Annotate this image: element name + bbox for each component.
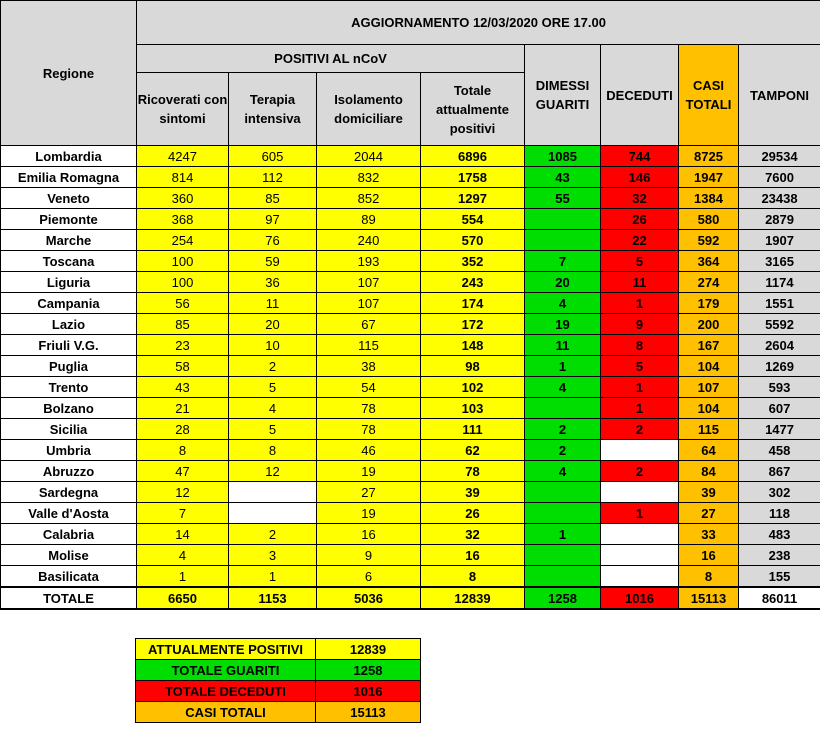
cell-casi: 364 [679,251,739,272]
cell-casi: 1384 [679,188,739,209]
cell-terapia: 85 [229,188,317,209]
cell-isolamento: 78 [317,398,421,419]
cell-terapia [229,482,317,503]
cell-deceduti: 146 [601,167,679,188]
cell-ricoverati: 4 [137,545,229,566]
cell-dimessi: 4 [525,461,601,482]
cell-terapia: 36 [229,272,317,293]
cell-regione: Sardegna [1,482,137,503]
table-row [1,566,820,588]
cell-deceduti [601,440,679,461]
cell-totale: 39 [421,482,525,503]
cell-isolamento: 19 [317,461,421,482]
cell-terapia: 5 [229,419,317,440]
cell-isolamento: 832 [317,167,421,188]
cell-deceduti: 1016 [601,587,679,609]
cell-dimessi [525,398,601,419]
table-row [1,419,820,440]
cell-dimessi [525,230,601,251]
cell-deceduti: 5 [601,251,679,272]
table-row [1,503,820,524]
cell-dimessi: 43 [525,167,601,188]
cell-terapia: 1153 [229,587,317,609]
cell-tamponi: 2604 [739,335,820,356]
cell-terapia [229,503,317,524]
cell-casi: 16 [679,545,739,566]
cell-ricoverati: 14 [137,524,229,545]
table-row [1,230,820,251]
summary-label: TOTALE GUARITI [136,660,316,681]
cell-tamponi: 483 [739,524,820,545]
table-row [1,188,820,209]
cell-isolamento: 115 [317,335,421,356]
cell-isolamento: 16 [317,524,421,545]
cell-totale: 78 [421,461,525,482]
summary-row-positivi [136,639,421,660]
cell-casi: 104 [679,356,739,377]
cell-tamponi: 1907 [739,230,820,251]
cell-deceduti [601,524,679,545]
cell-ricoverati: 28 [137,419,229,440]
cell-deceduti: 2 [601,461,679,482]
summary-row-guariti [136,660,421,681]
cell-tamponi: 1477 [739,419,820,440]
cell-ricoverati: 47 [137,461,229,482]
cell-regione: Valle d'Aosta [1,503,137,524]
cell-casi: 1947 [679,167,739,188]
cell-regione: Basilicata [1,566,137,588]
cell-ricoverati: 56 [137,293,229,314]
table-row [1,146,820,167]
cell-tamponi: 29534 [739,146,820,167]
cell-dimessi: 7 [525,251,601,272]
cell-isolamento: 2044 [317,146,421,167]
cell-tamponi: 458 [739,440,820,461]
header-regione: Regione [1,1,137,146]
cell-totale: 554 [421,209,525,230]
cell-tamponi: 867 [739,461,820,482]
cell-ricoverati: 12 [137,482,229,503]
cell-tamponi: 1551 [739,293,820,314]
cell-casi: 15113 [679,587,739,609]
cell-dimessi [525,482,601,503]
table-row [1,314,820,335]
table-row [1,167,820,188]
cell-regione: Friuli V.G. [1,335,137,356]
table-title: AGGIORNAMENTO 12/03/2020 ORE 17.00 [137,1,820,45]
table-row [1,377,820,398]
cell-regione: Campania [1,293,137,314]
cell-totale: 148 [421,335,525,356]
cell-regione: Umbria [1,440,137,461]
cell-tamponi: 86011 [739,587,820,609]
summary-value: 1016 [316,681,421,702]
header-ricoverati: Ricoverati con sintomi [137,73,229,146]
cell-deceduti [601,566,679,588]
header-deceduti: DECEDUTI [601,45,679,146]
cell-regione: Piemonte [1,209,137,230]
cell-dimessi: 1258 [525,587,601,609]
cell-totale: 8 [421,566,525,588]
cell-tamponi: 2879 [739,209,820,230]
cell-regione: TOTALE [1,587,137,609]
cell-deceduti: 5 [601,356,679,377]
table-row [1,482,820,503]
cell-terapia: 59 [229,251,317,272]
summary-label: ATTUALMENTE POSITIVI [136,639,316,660]
cell-casi: 115 [679,419,739,440]
cell-isolamento: 67 [317,314,421,335]
cell-tamponi: 23438 [739,188,820,209]
cell-totale: 1758 [421,167,525,188]
cell-isolamento: 852 [317,188,421,209]
cell-tamponi: 1174 [739,272,820,293]
cell-tamponi: 1269 [739,356,820,377]
cell-isolamento: 107 [317,272,421,293]
cell-totale: 32 [421,524,525,545]
cell-regione: Calabria [1,524,137,545]
cell-totale: 570 [421,230,525,251]
cell-tamponi: 607 [739,398,820,419]
cell-tamponi: 238 [739,545,820,566]
cell-dimessi: 1 [525,356,601,377]
table-body [1,146,820,610]
summary-value: 15113 [316,702,421,723]
cell-isolamento: 6 [317,566,421,588]
cell-terapia: 10 [229,335,317,356]
cell-tamponi: 118 [739,503,820,524]
cell-ricoverati: 4247 [137,146,229,167]
header-dimessi: DIMESSI GUARITI [525,45,601,146]
cell-dimessi [525,545,601,566]
totals-row [1,587,820,609]
cell-isolamento: 19 [317,503,421,524]
cell-tamponi: 155 [739,566,820,588]
header-totale-positivi: Totale attualmente positivi [421,73,525,146]
cell-ricoverati: 7 [137,503,229,524]
summary-label: TOTALE DECEDUTI [136,681,316,702]
cell-totale: 352 [421,251,525,272]
cell-regione: Abruzzo [1,461,137,482]
cell-casi: 64 [679,440,739,461]
cell-ricoverati: 23 [137,335,229,356]
cell-regione: Lombardia [1,146,137,167]
cell-tamponi: 5592 [739,314,820,335]
cell-tamponi: 7600 [739,167,820,188]
cell-deceduti: 2 [601,419,679,440]
cell-isolamento: 27 [317,482,421,503]
cell-terapia: 605 [229,146,317,167]
cell-terapia: 8 [229,440,317,461]
cell-totale: 62 [421,440,525,461]
cell-dimessi [525,503,601,524]
cell-ricoverati: 58 [137,356,229,377]
table-row [1,272,820,293]
cell-terapia: 112 [229,167,317,188]
cell-ricoverati: 21 [137,398,229,419]
cell-casi: 107 [679,377,739,398]
cell-ricoverati: 6650 [137,587,229,609]
cell-casi: 8725 [679,146,739,167]
cell-terapia: 76 [229,230,317,251]
cell-ricoverati: 254 [137,230,229,251]
cell-terapia: 2 [229,356,317,377]
cell-dimessi [525,209,601,230]
cell-casi: 27 [679,503,739,524]
cell-casi: 8 [679,566,739,588]
summary-table [135,638,421,723]
cell-regione: Puglia [1,356,137,377]
cell-regione: Emilia Romagna [1,167,137,188]
cell-ricoverati: 100 [137,272,229,293]
cell-deceduti: 8 [601,335,679,356]
cell-deceduti: 1 [601,377,679,398]
cell-deceduti: 1 [601,503,679,524]
cell-totale: 26 [421,503,525,524]
cell-dimessi [525,566,601,588]
cell-deceduti: 32 [601,188,679,209]
cell-ricoverati: 100 [137,251,229,272]
table-row [1,545,820,566]
table-row [1,293,820,314]
cell-dimessi: 20 [525,272,601,293]
header-positivi-group: POSITIVI AL nCoV [137,45,525,73]
summary-label: CASI TOTALI [136,702,316,723]
cell-casi: 33 [679,524,739,545]
cell-tamponi: 302 [739,482,820,503]
cell-isolamento: 107 [317,293,421,314]
cell-casi: 84 [679,461,739,482]
cell-casi: 200 [679,314,739,335]
header-isolamento: Isolamento domiciliare [317,73,421,146]
cell-totale: 243 [421,272,525,293]
cell-deceduti: 1 [601,398,679,419]
cell-dimessi: 1085 [525,146,601,167]
cell-ricoverati: 43 [137,377,229,398]
cell-deceduti [601,545,679,566]
table-row [1,398,820,419]
table-row [1,440,820,461]
cell-ricoverati: 85 [137,314,229,335]
cell-tamponi: 593 [739,377,820,398]
cell-totale: 16 [421,545,525,566]
cell-casi: 580 [679,209,739,230]
cell-ricoverati: 368 [137,209,229,230]
cell-isolamento: 9 [317,545,421,566]
cell-terapia: 5 [229,377,317,398]
cell-terapia: 12 [229,461,317,482]
summary-row-casi [136,702,421,723]
cell-dimessi: 2 [525,440,601,461]
cell-isolamento: 240 [317,230,421,251]
cell-deceduti [601,482,679,503]
cell-deceduti: 744 [601,146,679,167]
cell-casi: 179 [679,293,739,314]
summary-value: 1258 [316,660,421,681]
cell-ricoverati: 814 [137,167,229,188]
cell-deceduti: 22 [601,230,679,251]
cell-casi: 104 [679,398,739,419]
cell-dimessi: 4 [525,293,601,314]
cell-deceduti: 9 [601,314,679,335]
cell-regione: Molise [1,545,137,566]
cell-totale: 172 [421,314,525,335]
summary-row-deceduti [136,681,421,702]
cell-totale: 6896 [421,146,525,167]
cell-dimessi: 2 [525,419,601,440]
cell-terapia: 2 [229,524,317,545]
cell-totale: 103 [421,398,525,419]
cell-regione: Toscana [1,251,137,272]
cell-dimessi: 55 [525,188,601,209]
cell-deceduti: 11 [601,272,679,293]
cell-dimessi: 4 [525,377,601,398]
cell-deceduti: 26 [601,209,679,230]
table-row [1,335,820,356]
cell-totale: 1297 [421,188,525,209]
cell-totale: 12839 [421,587,525,609]
cell-casi: 592 [679,230,739,251]
cell-casi: 167 [679,335,739,356]
cell-casi: 274 [679,272,739,293]
cell-regione: Veneto [1,188,137,209]
cell-ricoverati: 1 [137,566,229,588]
cell-terapia: 20 [229,314,317,335]
table-row [1,461,820,482]
cell-tamponi: 3165 [739,251,820,272]
header-terapia: Terapia intensiva [229,73,317,146]
cell-isolamento: 38 [317,356,421,377]
cell-isolamento: 78 [317,419,421,440]
cell-regione: Marche [1,230,137,251]
cell-isolamento: 89 [317,209,421,230]
cell-isolamento: 54 [317,377,421,398]
cell-casi: 39 [679,482,739,503]
cell-ricoverati: 360 [137,188,229,209]
cell-totale: 98 [421,356,525,377]
cell-regione: Bolzano [1,398,137,419]
header-tamponi: TAMPONI [739,45,820,146]
cell-dimessi: 1 [525,524,601,545]
cell-regione: Liguria [1,272,137,293]
cell-regione: Trento [1,377,137,398]
table-row [1,524,820,545]
cell-terapia: 1 [229,566,317,588]
cell-isolamento: 193 [317,251,421,272]
cell-totale: 174 [421,293,525,314]
cell-terapia: 11 [229,293,317,314]
cell-totale: 111 [421,419,525,440]
table-row [1,356,820,377]
cell-regione: Lazio [1,314,137,335]
cell-dimessi: 11 [525,335,601,356]
cell-ricoverati: 8 [137,440,229,461]
cell-isolamento: 46 [317,440,421,461]
cell-terapia: 3 [229,545,317,566]
cell-isolamento: 5036 [317,587,421,609]
cell-deceduti: 1 [601,293,679,314]
table-row [1,209,820,230]
summary-value: 12839 [316,639,421,660]
header-casi: CASI TOTALI [679,45,739,146]
cell-dimessi: 19 [525,314,601,335]
cell-terapia: 4 [229,398,317,419]
cell-regione: Sicilia [1,419,137,440]
table-row [1,251,820,272]
cell-terapia: 97 [229,209,317,230]
cell-totale: 102 [421,377,525,398]
